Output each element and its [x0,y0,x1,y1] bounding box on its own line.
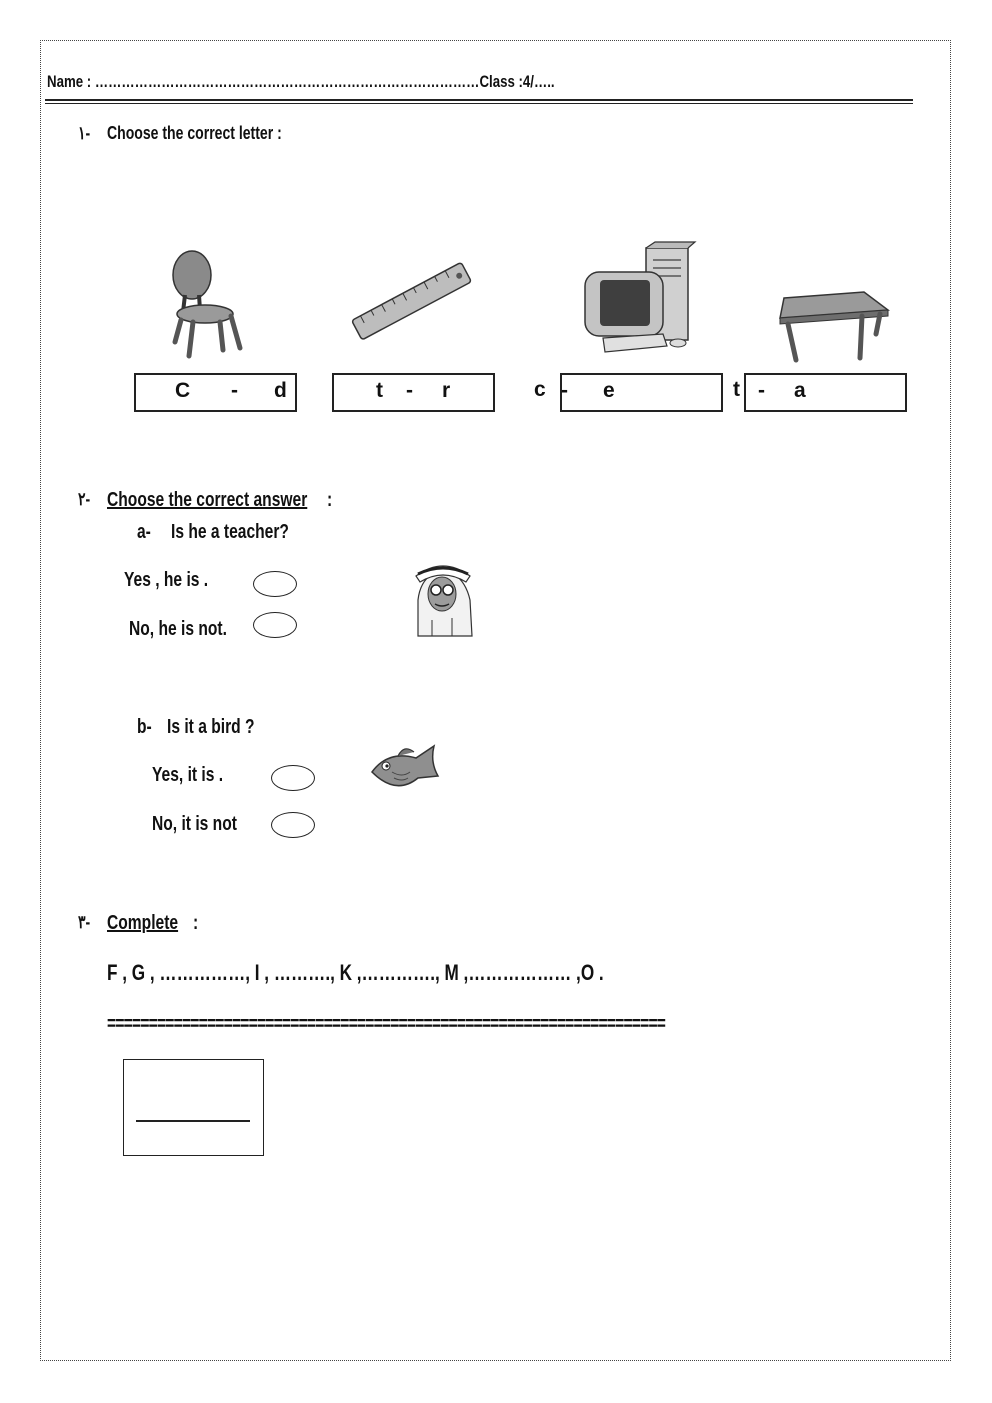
letter-dash: - [406,379,413,402]
q2a-yes-bubble[interactable] [253,571,297,597]
q2a-no-bubble[interactable] [253,612,297,638]
letter-after: d [274,379,287,402]
letter-box-computer[interactable] [560,373,723,412]
letter-box-ruler[interactable] [332,373,495,412]
q3-number: ٣- [78,912,91,932]
q2a-label: a- [137,521,151,543]
q2b-option-yes: Yes, it is . [152,764,224,786]
q2a-option-yes: Yes , he is . [124,569,209,591]
letter-dash: - [231,379,238,402]
q2b-question: Is it a bird ? [167,716,255,738]
letter-before: C [175,379,191,402]
score-line [136,1120,250,1122]
separator-line: =================================================================== [107,1013,666,1035]
q3-colon: : [193,912,199,934]
letter-after: a [794,379,806,402]
q2a-question: Is he a teacher? [171,521,289,543]
chair-icon [165,250,245,360]
computer-icon [583,242,703,357]
letter-after: r [442,379,451,402]
alphabet-sequence: F , G , ……………, I , ………., K ,…………., M ,……………… ,O . [107,960,604,985]
ruler-icon [350,262,475,342]
letter-before-table: t [733,378,740,401]
name-class-line: Name : ……………………………………………………………………………Class :4/….. [47,72,555,91]
q2b-option-no: No, it is not [152,813,237,835]
score-box [123,1059,264,1156]
table-icon [772,288,892,368]
fish-icon [368,742,444,798]
q2b-no-bubble[interactable] [271,812,315,838]
header-rule-thin [45,103,913,104]
q2-number: ٢- [78,489,91,509]
man-icon [412,560,474,636]
letter-before-computer: c [534,378,546,401]
header-rule-thick [45,99,913,101]
q2-colon: : [327,489,333,511]
q1-number: ١- [78,123,91,143]
letter-box-table[interactable] [744,373,907,412]
q2b-yes-bubble[interactable] [271,765,315,791]
letter-dash: - [561,379,568,402]
letter-before: t [376,379,383,402]
letter-after: e [603,379,615,402]
letter-dash: - [758,379,765,402]
q3-title: Complete [107,912,179,934]
page-border [40,40,951,1361]
q2-title: Choose the correct answer [107,489,308,511]
letter-box-chair[interactable] [134,373,297,412]
q2b-label: b- [137,716,152,738]
q2a-option-no: No, he is not. [129,618,227,640]
q1-title: Choose the correct letter : [107,123,282,143]
